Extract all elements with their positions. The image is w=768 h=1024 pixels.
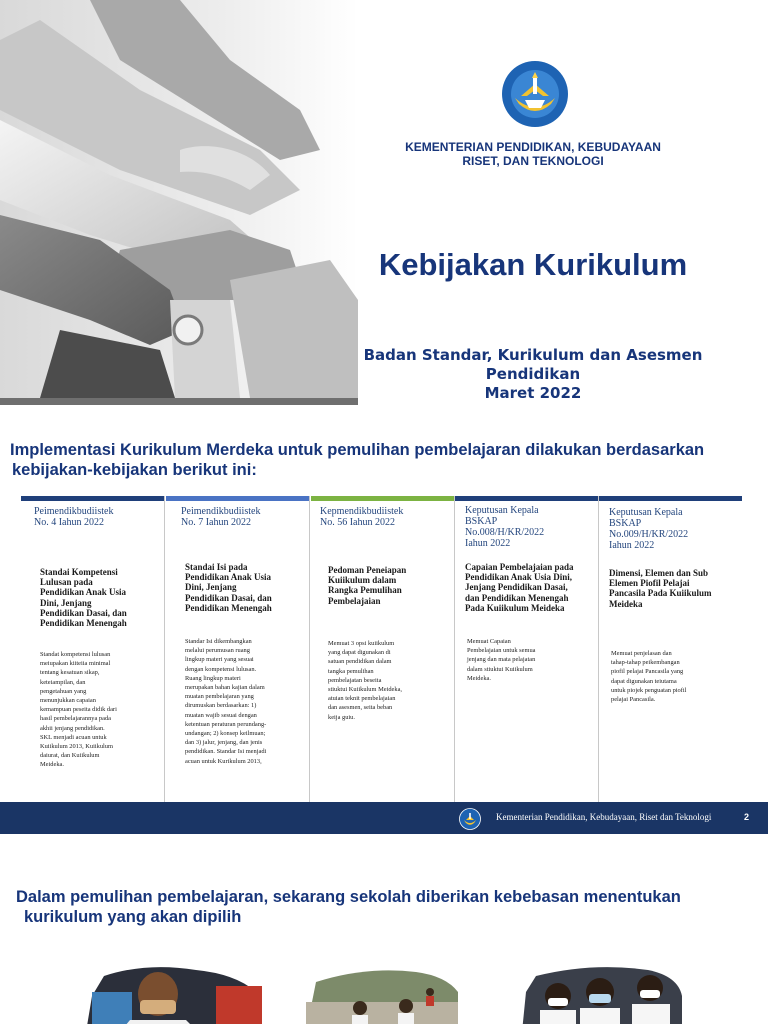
description-line: hasil pembelajarannya pada	[40, 715, 111, 723]
description-line: tentang kesatuan sikap,	[40, 669, 100, 677]
student-photo-right	[522, 962, 682, 1024]
title-line: Dini, Jenjang	[185, 582, 237, 593]
student-with-mask-photo	[86, 962, 262, 1024]
description-line: dan asesmen, seita beban	[328, 704, 393, 712]
description-line: daiurat, dan Kuiikulum	[40, 752, 100, 760]
tut-wuri-handayani-logo	[501, 60, 569, 128]
description-line: undangan; 2) konsep keilmuan;	[185, 730, 266, 738]
description-line: Ruang lingkup materi	[185, 674, 241, 682]
ministry-name	[368, 140, 698, 168]
student-photo-middle	[306, 962, 458, 1024]
page-number: 2	[744, 812, 750, 822]
column-title	[185, 562, 307, 613]
regulation-type: Keputusan Kepala	[465, 505, 539, 516]
photo-floor-strip	[0, 398, 358, 405]
description-line: muatan wajib sesuai dengan	[185, 711, 257, 719]
description-line: pendidikan. Standar Isi menjadi	[185, 748, 267, 756]
description-line: satuan pendidikan dalam	[328, 658, 392, 666]
policy-column-1	[21, 496, 165, 826]
regulation-body: BSKAP	[465, 516, 498, 527]
hands-photo-graphic	[0, 0, 358, 405]
policy-column-2	[166, 496, 310, 826]
cover-subtitle-date: Maret 2022	[484, 384, 582, 402]
ministry-name-line-1: KEMENTERIAN PENDIDIKAN, KEBUDAYAAN	[405, 140, 661, 154]
description-line: kemampuan peseita didik dari	[40, 706, 117, 714]
description-line: tahap-tahap peikembangan	[611, 659, 680, 667]
description-line: menunjukkan capaian	[40, 697, 96, 705]
school-choice-heading-line-2: kurikulum yang akan dipilih	[24, 908, 242, 926]
students-walking-photo	[306, 962, 458, 1024]
description-line: meiupakan kiiteiia minimal	[40, 660, 111, 668]
title-line: Pedoman Peneiapan	[328, 565, 407, 575]
column-title	[609, 568, 739, 609]
policy-heading-line-1: Implementasi Kurikulum Merdeka untuk pemulihan pembelajaran dilakukan berdasarkan	[10, 441, 705, 459]
description-line: pelajai Pancasila.	[611, 696, 656, 704]
title-line: Kuiikulum dalam	[328, 575, 397, 586]
policy-heading-line-2: kebijakan-kebijakan berikut ini:	[12, 461, 257, 479]
school-choice-slide	[0, 865, 768, 1024]
column-description	[467, 637, 591, 683]
school-choice-heading	[16, 887, 756, 927]
regulation-type: Kepmendikbudiistek	[320, 506, 404, 517]
description-line: Meideka.	[40, 761, 64, 769]
description-line: keija guiu.	[328, 713, 355, 721]
description-line: dapat digunakan teiutama	[611, 677, 677, 685]
title-line: Pada Kuiikulum Meideka	[465, 602, 565, 613]
description-line: Standat kompetensi lulusan	[40, 651, 111, 658]
title-line: Capaian Pembelajaian pada	[465, 562, 574, 572]
description-line: keteiampilan, dan	[40, 678, 86, 686]
description-line: dalam stiuktui Kuiikulum	[467, 665, 533, 673]
column-accent-bar	[311, 496, 455, 501]
school-choice-heading-line-1: Dalam pemulihan pembelajaran, sekarang sekolah diberikan kebebasan menentukan	[16, 888, 681, 906]
regulation-body: BSKAP	[609, 518, 642, 529]
description-line: muatan pembelajaran yang	[185, 693, 254, 701]
column-description	[328, 639, 452, 722]
title-line: Pancasila Pada Kuiikulum	[609, 588, 712, 599]
description-line: untuk piojek penguatan piofil	[611, 686, 687, 694]
title-line: Pendidikan Menengah	[40, 618, 127, 629]
student-photo-left	[86, 962, 262, 1024]
title-line: Rangka Pemulihan	[328, 585, 402, 596]
regulation-type: Peimendikbudiistek	[34, 506, 114, 517]
regulation-type: Peimendikbudiistek	[181, 506, 261, 517]
column-description	[185, 637, 309, 766]
column-divider	[309, 496, 310, 826]
column-title	[40, 567, 162, 628]
footer-logo	[459, 808, 481, 830]
cover-title: Kebijakan Kurikulum	[378, 247, 688, 282]
description-line: pembelajatan beseita	[328, 676, 382, 684]
cover-slide	[0, 0, 768, 430]
regulation-year: Iahun 2022	[609, 540, 655, 551]
column-regulation	[609, 507, 737, 551]
description-line: Pembelajaian untuk semua	[467, 647, 536, 655]
title-line: Pendidikan Anak Usia	[185, 572, 272, 583]
policy-slide-heading	[10, 440, 750, 480]
description-line: lingkup materi yang sesuai	[185, 656, 254, 664]
students-in-masks-photo	[522, 962, 682, 1024]
slide-footer	[0, 802, 768, 834]
title-line: Pembelajaian	[328, 595, 381, 606]
footer-ministry-name: Kementerian Pendidikan, Kebudayaan, Riset dan Teknologi	[496, 812, 712, 822]
policy-slide	[0, 430, 768, 865]
column-regulation	[320, 506, 448, 528]
description-line: stiuktui Kuiikulum Meideka,	[328, 686, 403, 694]
policy-column-4	[455, 496, 599, 826]
title-line: Standai Isi pada	[185, 562, 248, 572]
regulation-number: No.008/H/KR/2022	[465, 527, 545, 538]
title-line: Elemen Piofil Pelajai	[609, 578, 690, 589]
description-line: melalui perumusan ruang	[185, 647, 250, 655]
regulation-number: No. 56 Iahun 2022	[320, 517, 395, 528]
regulation-number: No.009/H/KR/2022	[609, 529, 689, 540]
column-title	[465, 562, 599, 613]
hands-together-photo	[0, 0, 358, 405]
column-regulation	[181, 506, 309, 528]
description-line: Kuiikulum 2013, Kuiikulum	[40, 743, 113, 751]
title-line: Pendidikan Anak Usia Dini,	[465, 572, 573, 583]
column-regulation	[34, 506, 162, 528]
regulation-number: No. 4 Iahun 2022	[34, 517, 104, 528]
description-line: yang dapat digunakan di	[328, 649, 391, 657]
column-accent-bar	[599, 496, 742, 501]
title-line: Pendidikan Menengah	[185, 602, 272, 613]
title-line: Pendidikan Dasai, dan	[40, 607, 127, 618]
ministry-emblem-small-icon	[459, 808, 481, 830]
column-accent-bar	[166, 496, 310, 501]
column-title	[328, 565, 450, 606]
description-line: tangka pemulihan	[328, 667, 374, 675]
regulation-type: Keputusan Kepala	[609, 507, 683, 518]
description-line: piofil pelajai Pancasila yang	[611, 668, 684, 676]
column-description	[611, 649, 739, 704]
column-description	[40, 650, 162, 770]
cover-subtitle-agency: Badan Standar, Kurikulum dan Asesmen Pendidikan	[363, 346, 703, 383]
description-line: Memuat 3 opsi kuiikulum	[328, 640, 395, 647]
column-accent-bar	[455, 496, 599, 501]
title-line: dan Pendidikan Menengah	[465, 592, 569, 603]
description-line: jenjang dan mata pelajatan	[467, 656, 536, 664]
title-line: Lulusan pada	[40, 577, 93, 588]
regulation-number: No. 7 Iahun 2022	[181, 517, 251, 528]
policy-column-5	[599, 496, 742, 826]
description-line: ketentuan peraturan perundang-	[185, 720, 267, 728]
column-divider	[164, 496, 165, 826]
description-line: dirumuskan berdasarkan: 1)	[185, 702, 257, 710]
description-line: akhii jenjang pendidikan.	[40, 724, 105, 732]
column-accent-bar	[21, 496, 165, 501]
description-line: merupakan bahan kajian dalam	[185, 684, 265, 692]
policy-column-3	[311, 496, 455, 826]
description-line: Memuat Capaian	[467, 638, 511, 645]
title-line: Pendidikan Anak Usia	[40, 587, 127, 598]
description-line: SKL menjadi acuan untuk	[40, 733, 107, 741]
description-line: dengan kompetensi lulusan.	[185, 665, 257, 673]
ministry-emblem-icon	[501, 60, 569, 128]
title-line: Dini, Jenjang	[40, 597, 92, 608]
column-regulation	[465, 505, 593, 549]
title-line: Meideka	[609, 598, 643, 609]
description-line: Memuat penjelasan dan	[611, 650, 672, 657]
description-line: acuan untuk Kurikulum 2013,	[185, 757, 262, 765]
description-line: Standar Isi dikembangkan	[185, 638, 252, 645]
ministry-name-line-2: RISET, DAN TEKNOLOGI	[462, 154, 604, 168]
description-line: pengetahuan yang	[40, 687, 87, 695]
description-line: atuian teknit pembelajaian	[328, 695, 396, 703]
regulation-year: Iahun 2022	[465, 538, 511, 549]
description-line: dan 3) jalur, jenjang, dan jenis	[185, 739, 263, 747]
description-line: Meideka.	[467, 674, 491, 682]
title-line: Dimensi, Elemen dan Sub	[609, 568, 709, 578]
title-line: Standai Kompetensi	[40, 567, 118, 577]
cover-subtitle	[318, 346, 748, 403]
title-line: Jenjang Pendidikan Dasai,	[465, 582, 568, 593]
title-line: Pendidikan Dasai, dan	[185, 592, 272, 603]
